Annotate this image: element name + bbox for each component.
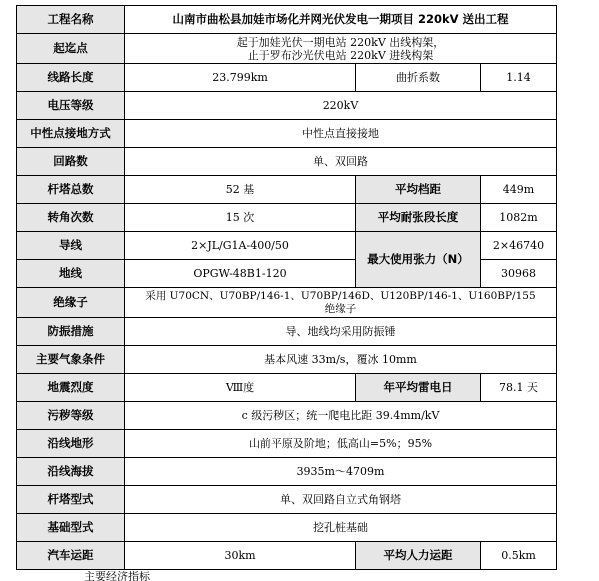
thunder-days-label: 年平均雷电日 [356,374,481,402]
table-row [17,402,557,430]
seismic-label: 地震烈度 [17,374,125,402]
start-point-text: 起于加娃光伏一期电站 220kV 出线构架， [236,35,445,49]
table-row [17,374,557,402]
table-row [17,120,557,148]
vehicle-distance-label: 汽车运距 [17,542,125,570]
neutral-grounding-label: 中性点接地方式 [17,120,125,148]
table-row [17,542,557,570]
vibration-label: 防振措施 [17,318,125,346]
table-row [17,92,557,120]
insulator-label: 绝缘子 [17,288,125,318]
avg-tension-section-value: 1082m [481,204,557,232]
table-row [17,346,557,374]
avg-span-value: 449m [481,176,557,204]
project-name-value: 山南市曲松县加娃市场化并网光伏发电一期项目 220kV 送出工程 [125,6,557,34]
table-row [17,64,557,92]
terrain-value: 山前平原及阶地；低高山=5%；95% [125,430,557,458]
line-length-label: 线路长度 [17,64,125,92]
project-spec-table [16,5,557,570]
ground-wire-label: 地线 [17,260,125,288]
conductor-tension-value: 2×46740 [481,232,557,260]
table-row [17,204,557,232]
ground-wire-value: OPGW-48B1-120 [125,260,356,288]
voltage-label: 电压等级 [17,92,125,120]
tower-count-label: 杆塔总数 [17,176,125,204]
pollution-label: 污秽等级 [17,402,125,430]
table-row [17,232,557,260]
end-point-text: 止于罗布沙光伏电站 220kV 进线构架 [247,48,434,62]
foundation-label: 基础型式 [17,514,125,542]
tower-type-label: 杆塔型式 [17,486,125,514]
vibration-value: 导、地线均采用防振锤 [125,318,557,346]
table-row [17,176,557,204]
max-tension-label: 最大使用张力（N） [356,232,481,288]
circuits-label: 回路数 [17,148,125,176]
conductor-value: 2×JL/G1A-400/50 [125,232,356,260]
weather-value: 基本风速 33m/s，覆冰 10mm [125,346,557,374]
table-row [17,430,557,458]
ground-wire-tension-value: 30968 [481,260,557,288]
table-row [17,514,557,542]
corner-count-value: 15 次 [125,204,356,232]
table-row [17,288,557,318]
conductor-label: 导线 [17,232,125,260]
manual-distance-value: 0.5km [481,542,557,570]
footer-caption: 主要经济指标 [84,571,150,581]
start-end-value [125,34,557,64]
table-row [17,148,557,176]
line-length-value: 23.799km [125,64,356,92]
circuits-value: 单、双回路 [125,148,557,176]
table-row [17,486,557,514]
manual-distance-label: 平均人力运距 [356,542,481,570]
voltage-value: 220kV [125,92,557,120]
insulator-suffix-text: 绝缘子 [324,302,357,315]
table-row [17,6,557,34]
altitude-label: 沿线海拔 [17,458,125,486]
thunder-days-value: 78.1 天 [481,374,557,402]
altitude-value: 3935m～4709m [125,458,557,486]
table-row [17,458,557,486]
table-row [17,318,557,346]
start-end-label: 起迄点 [17,34,125,64]
table-row [17,34,557,64]
avg-tension-section-label: 平均耐张段长度 [356,204,481,232]
project-name-label: 工程名称 [17,6,125,34]
pollution-value: c 级污秽区；统一爬电比距 39.4mm/kV [125,402,557,430]
insulator-types-text: 采用 U70CN、U70BP/146-1、U70BP/146D、U120BP/146-1、U160BP/155 [145,289,536,302]
tortuosity-label: 曲折系数 [356,64,481,92]
weather-label: 主要气象条件 [17,346,125,374]
seismic-value: Ⅷ度 [125,374,356,402]
tower-type-value: 单、双回路自立式角钢塔 [125,486,557,514]
vehicle-distance-value: 30km [125,542,356,570]
neutral-grounding-value: 中性点直接接地 [125,120,557,148]
corner-count-label: 转角次数 [17,204,125,232]
terrain-label: 沿线地形 [17,430,125,458]
avg-span-label: 平均档距 [356,176,481,204]
insulator-value [125,288,557,318]
tower-count-value: 52 基 [125,176,356,204]
tortuosity-value: 1.14 [481,64,557,92]
foundation-value: 挖孔桩基础 [125,514,557,542]
